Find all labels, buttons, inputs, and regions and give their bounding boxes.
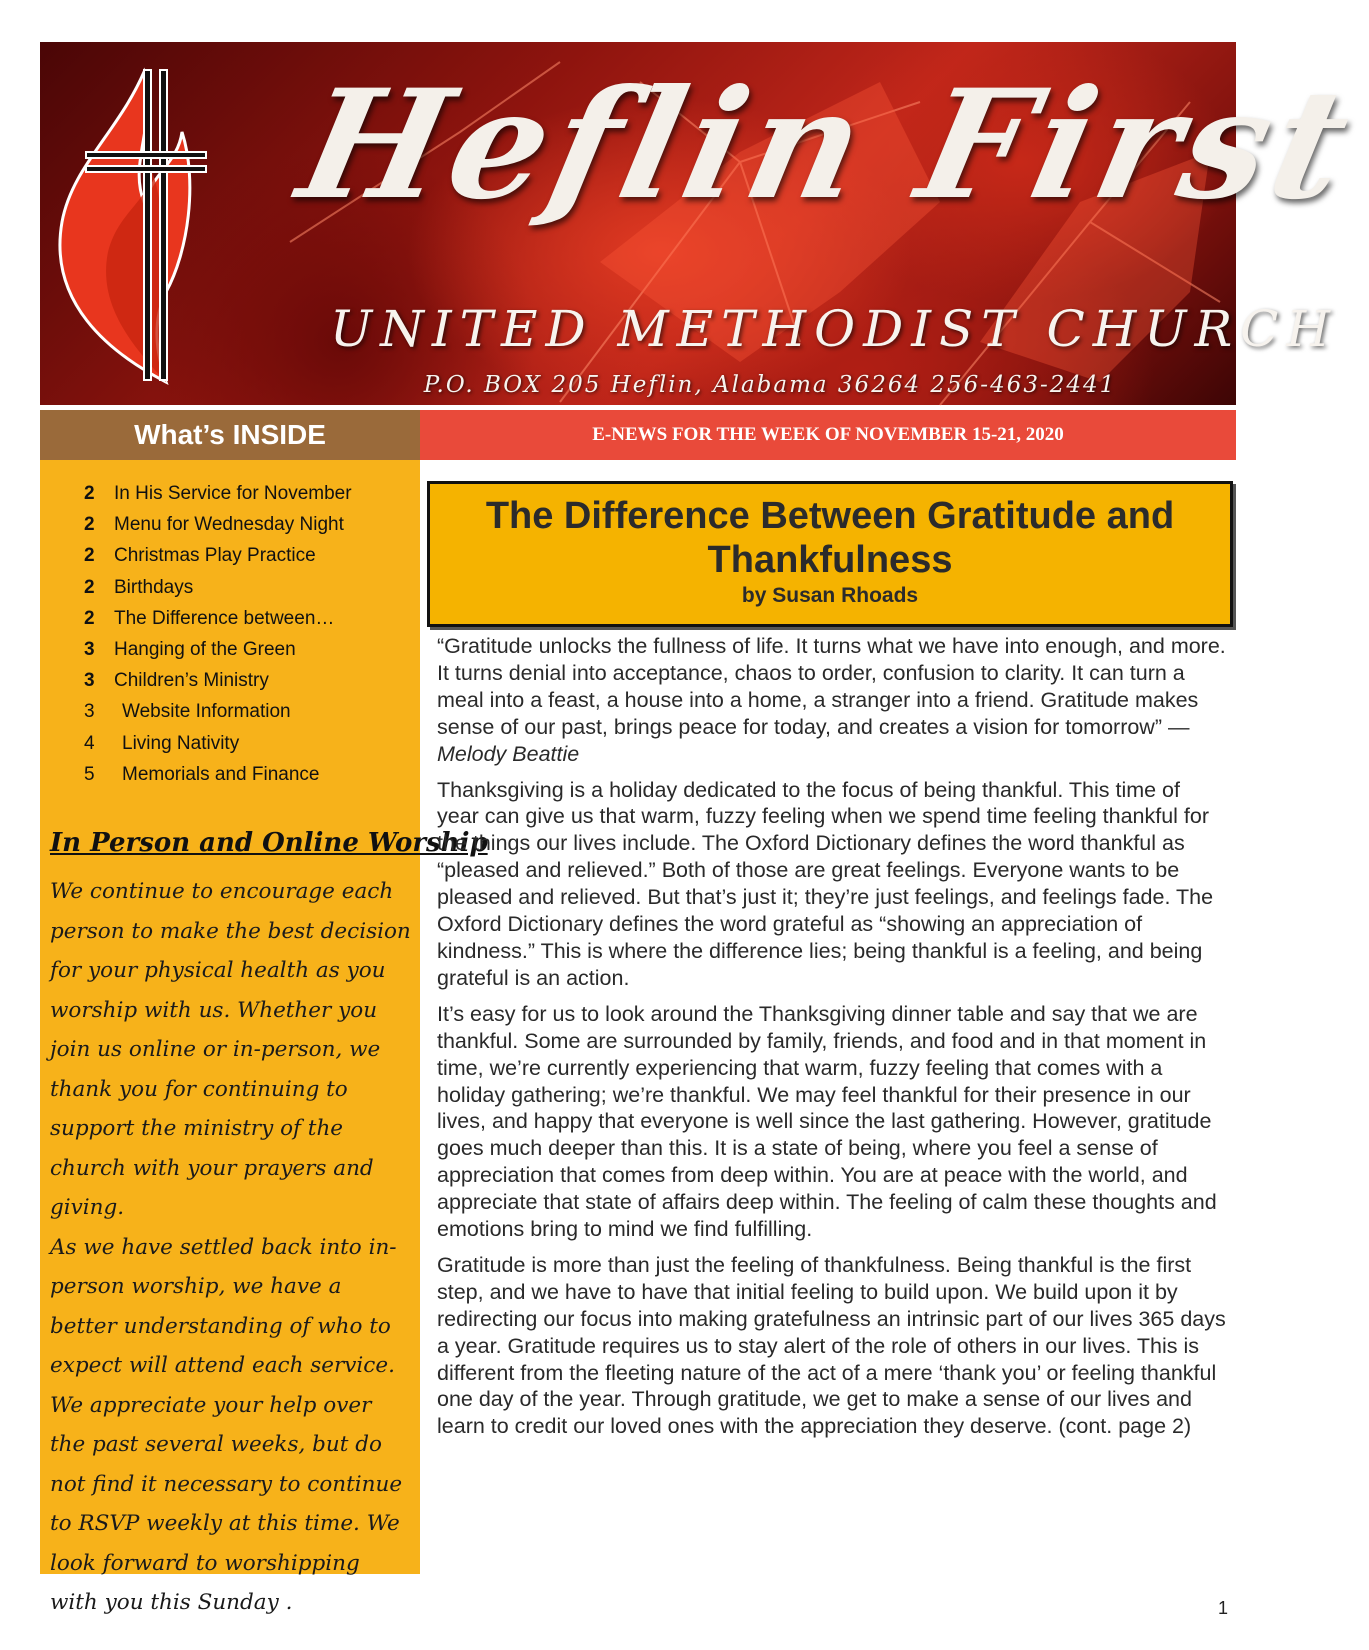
enews-week-bar: E-NEWS FOR THE WEEK OF NOVEMBER 15-21, 2020 <box>420 410 1236 460</box>
toc-label: In His Service for November <box>114 483 352 504</box>
article-quote <box>437 633 1227 768</box>
toc-page-number: 2 <box>84 514 95 536</box>
toc-page-number: 3 <box>84 638 95 660</box>
toc-item <box>84 509 352 540</box>
cross-and-flame-logo <box>48 52 208 392</box>
toc-label: Website Information <box>122 701 291 723</box>
toc-item <box>84 665 352 696</box>
toc-item <box>84 759 352 790</box>
toc-item <box>84 696 352 727</box>
toc-label: The Difference between… <box>114 607 335 629</box>
toc-page-number: 2 <box>84 483 95 504</box>
church-name: UNITED METHODIST CHURCH <box>330 300 1338 358</box>
toc-item <box>84 478 352 509</box>
worship-heading: In Person and Online Worship <box>50 828 488 858</box>
article-title-box <box>427 481 1233 627</box>
toc-item <box>84 634 352 665</box>
article-byline: by Susan Rhoads <box>741 584 919 607</box>
worship-text <box>50 872 412 1623</box>
toc-page-number: 2 <box>84 607 95 629</box>
toc-label: Hanging of the Green <box>114 638 296 660</box>
toc-label: Children’s Ministry <box>114 670 269 692</box>
toc-page-number: 2 <box>84 576 95 598</box>
toc-label: Menu for Wednesday Night <box>114 514 344 536</box>
article-body <box>437 633 1227 1449</box>
article-paragraph: Thanksgiving is a holiday dedicated to the focus of being thankful. This time of year can give us that warm, fuzzy feeling when we spend time feeling thankful for the things our lives include. The Oxford Dictionary defines the word thankful as “pleased and relieved.” Both of those are great feelings. Everyone wants to be pleased and relieved. But that’s just it; they’re just feelings, and feelings fade. The Oxford Dictionary defines the word grateful as “showing an appreciation of kindness.” This is where the difference lies; being thankful is a feeling, and being grateful is an action. <box>437 777 1214 990</box>
sidebar <box>40 460 488 1615</box>
table-of-contents <box>84 478 352 790</box>
toc-label: Living Nativity <box>122 732 240 754</box>
toc-label: Christmas Play Practice <box>114 545 316 567</box>
quote-text: “Gratitude unlocks the fullness of life. It turns what we have into enough, and more. It turns denial into acceptance, chaos to order, confusion to clarity. It can turn a meal into a feast, a house into a home, a stranger into a friend. Gratitude makes sense of our past, brings peace for today, and creates a vision for tomorrow” — <box>437 634 1226 739</box>
church-address: P.O. BOX 205 Heflin, Alabama 36264 256-463-2441 <box>423 372 1117 398</box>
newsletter-title: Heflin First <box>286 57 1369 233</box>
article-paragraph: It’s easy for us to look around the Thanksgiving dinner table and say that we are thankful. Some are surrounded by family, friends, and food and in that moment in time, we’re currently experiencing that warm, fuzzy feeling that comes with a holiday gathering; we’re thankful. We may feel thankful for their presence in our lives, and happy that everyone is well since the last gathering. However, gratitude goes much deeper than this. It is a state of being, where you feel a sense of appreciation that comes from deep within. You are at peace with the world, and appreciate that state of affairs deep within. The feeling of calm these thoughts and emotions bring to mind we find fulfilling. <box>437 1001 1217 1242</box>
toc-item <box>84 540 352 571</box>
header-banner <box>40 42 1369 405</box>
toc-page-number: 2 <box>84 545 95 567</box>
toc-page-number: 3 <box>84 701 95 723</box>
toc-label: Birthdays <box>114 576 194 598</box>
worship-paragraph: We continue to encourage each person to make the best decision for your physical health as you worship with us. Whether you join us online or in-person, we thank you for continuing to support the ministry of the church with your prayers and giving. <box>50 879 411 1220</box>
article-title: The Difference Between Gratitude and Thankfulness <box>485 495 1175 581</box>
toc-label: Memorials and Finance <box>122 763 320 785</box>
worship-paragraph: As we have settled back into in-person worship, we have a better understanding of who to expect will attend each service. We appreciate your help over the past several weeks, but do not find it necessary to continue to RSVP weekly at this time. We look forward to worshipping with you this Sunday . <box>50 1234 403 1615</box>
toc-item <box>84 572 352 603</box>
page-number: 1 <box>1218 1598 1229 1618</box>
toc-page-number: 5 <box>84 763 95 785</box>
toc-page-number: 4 <box>84 732 95 754</box>
toc-page-number: 3 <box>84 670 95 692</box>
toc-item <box>84 603 352 634</box>
toc-item <box>84 728 352 759</box>
quote-author: Melody Beattie <box>437 741 580 766</box>
whats-inside-heading: What’s INSIDE <box>40 410 420 460</box>
article-paragraph: Gratitude is more than just the feeling of thankfulness. Being thankful is the first step, and we have to have that initial feeling to build upon. We build upon it by redirecting our focus into making gratefulness an intrinsic part of our lives 365 days a year. Gratitude requires us to stay alert of the role of others in our lives. This is different from the fleeting nature of the act of a mere ‘thank you’ or feeling thankful one day of the year. Through gratitude, we get to make a sense of our lives and learn to credit our loved ones with the appreciation they deserve. (cont. page 2) <box>437 1252 1226 1439</box>
